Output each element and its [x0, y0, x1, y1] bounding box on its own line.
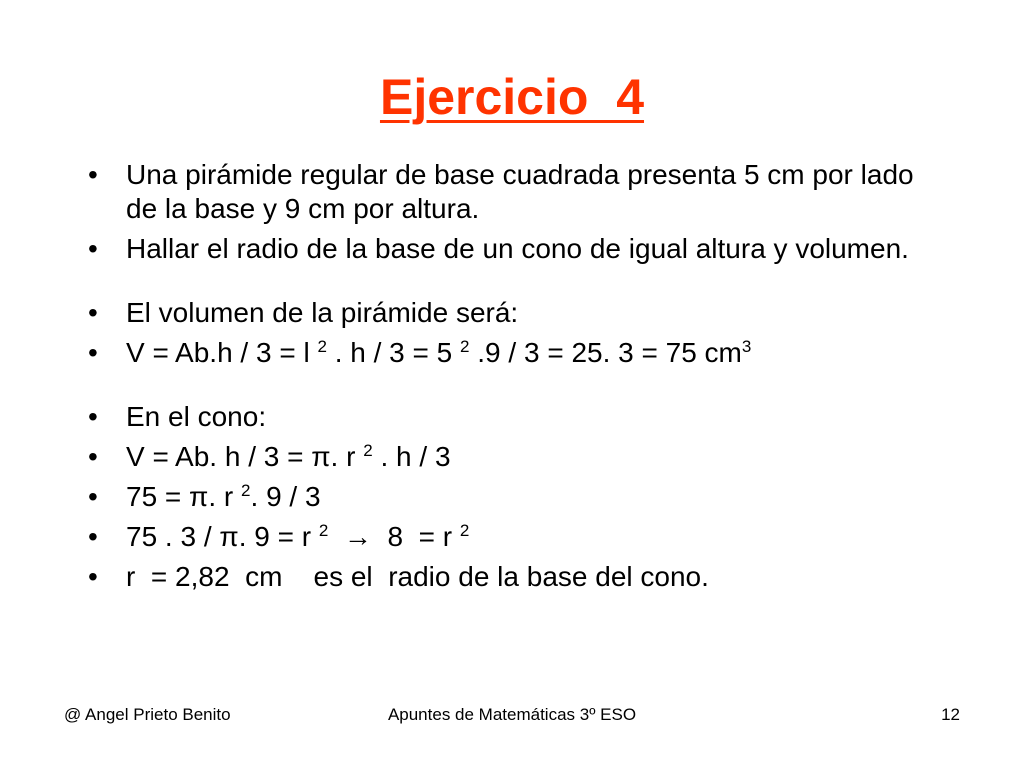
bullet-text: El volumen de la pirámide será: — [126, 297, 519, 328]
bullet-text: Hallar el radio de la base de un cono de igual altura y volumen. — [126, 233, 909, 264]
exponent: 2 — [459, 521, 470, 540]
slide-title-text: Ejercicio 4 — [379, 69, 645, 125]
exponent: 2 — [317, 337, 327, 356]
slide-footer — [0, 705, 1024, 729]
bullet-item — [88, 520, 948, 554]
formula-text: 8 = r — [371, 521, 460, 552]
exponent: 2 — [363, 441, 373, 460]
footer-author: @ Angel Prieto Benito — [64, 705, 231, 724]
bullet-item — [88, 480, 948, 514]
formula-text: . h / 3 = 5 — [326, 337, 461, 368]
formula-text: V = Ab.h / 3 = l — [126, 337, 318, 368]
formula-text: V = Ab. h / 3 = π. r — [126, 441, 364, 472]
bullet-item — [88, 440, 948, 474]
formula-text: .9 / 3 = 25. 3 = 75 cm — [469, 337, 742, 368]
formula-text: 75 = π. r — [126, 481, 242, 512]
bullet-item — [88, 232, 948, 266]
exponent: 2 — [318, 521, 329, 540]
formula-text: . 9 / 3 — [250, 481, 321, 512]
exponent: 2 — [241, 481, 251, 500]
bullet-item — [88, 296, 948, 330]
slide-title — [0, 70, 1024, 125]
formula-text — [328, 521, 344, 552]
bullet-list — [88, 158, 948, 600]
arrow-right-icon: → — [343, 521, 372, 552]
bullet-text: r = 2,82 cm es el radio de la base del cono. — [126, 561, 709, 592]
exponent: 3 — [741, 337, 752, 356]
bullet-item — [88, 158, 948, 226]
bullet-item — [88, 560, 948, 594]
footer-page-number: 12 — [941, 705, 960, 724]
footer-course: Apuntes de Matemáticas 3º ESO — [387, 705, 637, 724]
bullet-text: Una pirámide regular de base cuadrada presenta 5 cm por lado de la base y 9 cm por altura. — [126, 159, 914, 224]
bullet-item — [88, 336, 948, 370]
formula-text: 75 . 3 / π. 9 = r — [126, 521, 319, 552]
bullet-item — [88, 400, 948, 434]
exponent: 2 — [460, 337, 470, 356]
formula-text: . h / 3 — [372, 441, 451, 472]
bullet-text: En el cono: — [126, 401, 267, 432]
